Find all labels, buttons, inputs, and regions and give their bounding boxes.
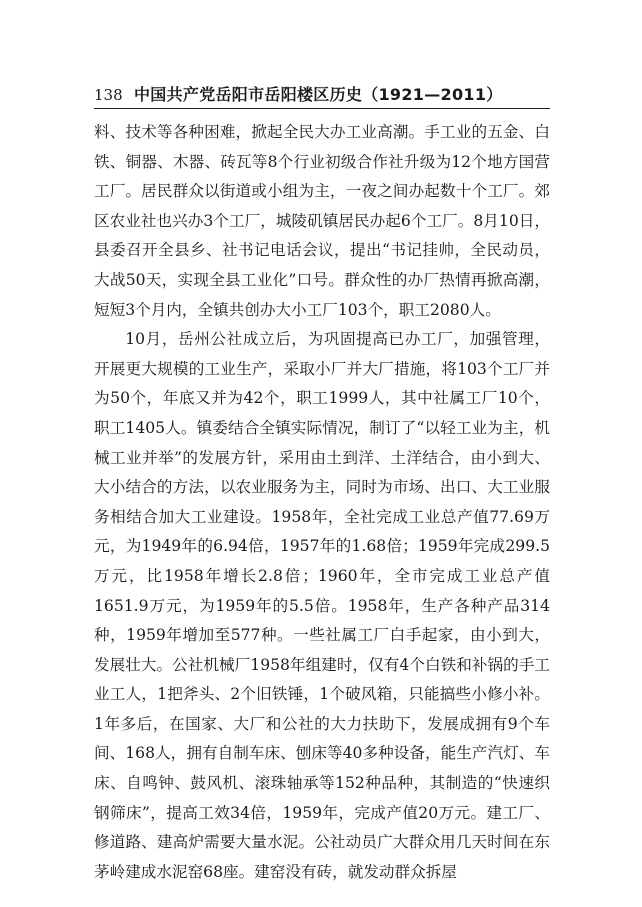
body-text xyxy=(94,118,550,887)
running-title: 中国共产党岳阳市岳阳楼区历史（1921—2011） xyxy=(134,85,503,104)
header-divider xyxy=(94,108,550,109)
page-header xyxy=(94,84,550,110)
page-number: 138 xyxy=(94,86,123,104)
paragraph-1: 料、技术等各种困难，掀起全民大办工业高潮。手工业的五金、白铁、铜器、木器、砖瓦等8个行业初级合作社升级为12个地方国营工厂。居民群众以街道或小组为主，一夜之间办起数十个工厂。郊区农业社也兴办3个工厂，城陵矶镇居民办起6个工厂。8月10日，县委召开全县乡、社书记电话会议，提出“书记挂帅，全民动员，大战50天，实现全县工业化”口号。群众性的办厂热情再掀高潮，短短3个月内，全镇共创办大小工厂103个，职工2080人。 xyxy=(94,123,550,319)
paragraph-2: 10月，岳州公社成立后，为巩固提高已办工厂，加强管理，开展更大规模的工业生产，采取小厂并大厂措施，将103个工厂并为50个，年底又并为42个，职工1999人，其中社属工厂10个，职工1405人。镇委结合全镇实际情况，制订了“以轻工业为主，机械工业并举”的发展方针，采用由土到洋、土洋结合，由小到大、大小结合的方法，以农业服务为主，同时为市场、出口、大工业服务相结合加大工业建设。1958年，全社完成工业总产值77.69万元，为1949年的6.94倍，1957年的1.68倍；1959年完成299.5万元，比1958年增长2.8倍；1960年，全市完成工业总产值1651.9万元，为1959年的5.5倍。1958年，生产各种产品314种，1959年增加至577种。一些社属工厂白手起家，由小到大，发展壮大。公社机械厂1958年组建时，仅有4个白铁和补锅的手工业工人，1把斧头、2个旧铁锤，1个破风箱，只能搞些小修小补。1年多后，在国家、大厂和公社的大力扶助下，发展成拥有9个车间、168人，拥有自制车床、刨床等40多种设备，能生产汽灯、车床、自鸣钟、鼓风机、滚珠轴承等152种品种，其制造的“快速织钢筛床”，提高工效34倍，1959年，完成产值20万元。建工厂、修道路、建高炉需要大量水泥。公社动员广大群众用几天时间在东茅岭建成水泥窑68座。建窑没有砖，就发动群众拆屋 xyxy=(94,330,550,881)
